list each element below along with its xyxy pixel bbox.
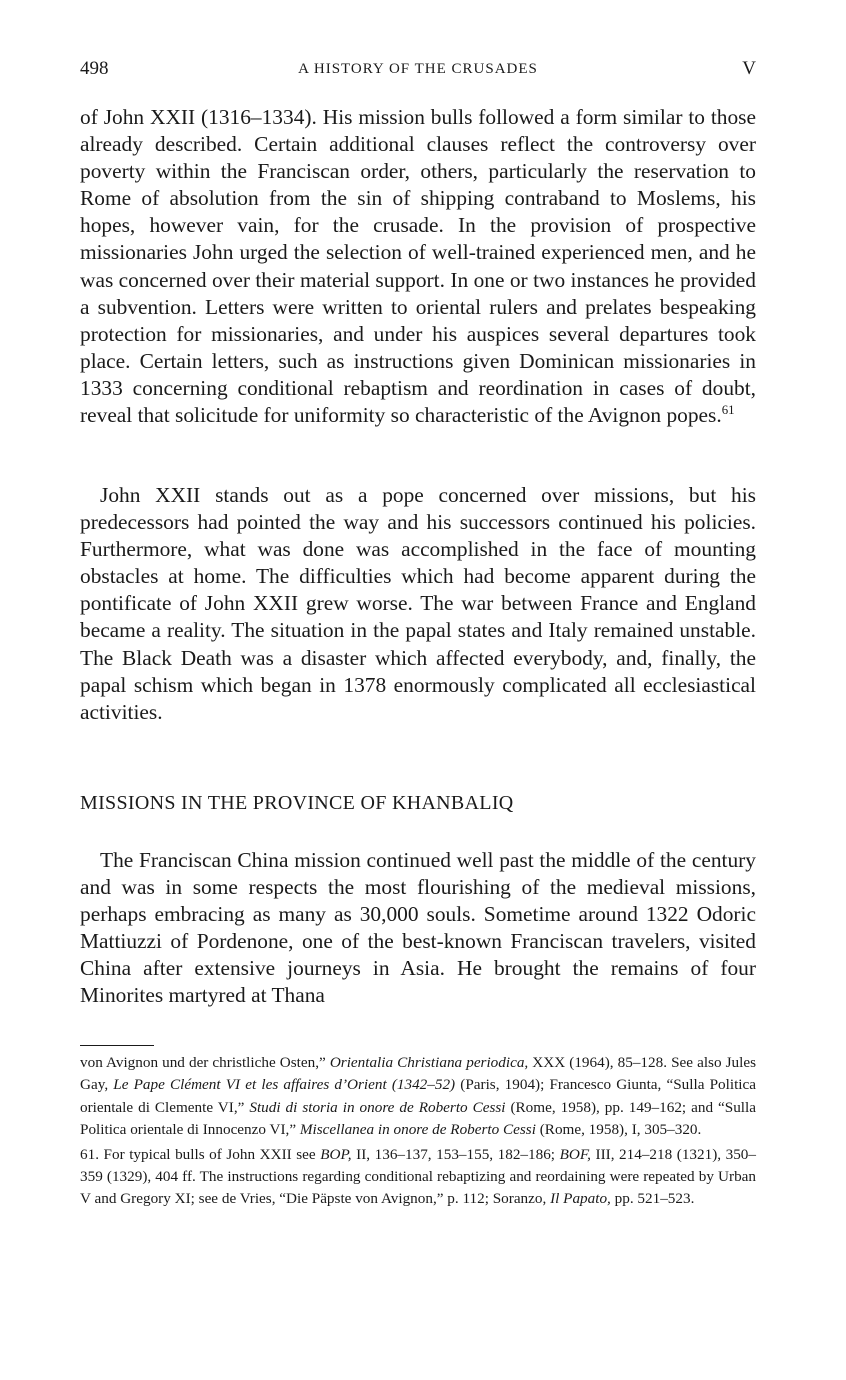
footnote-text: pp. 521–523. (610, 1190, 695, 1208)
footnote-61 (80, 1144, 756, 1211)
footnote-text: XXX (1964), 85–128. See also Jules Gay, (80, 1054, 756, 1094)
footnote-reference-61[interactable]: 61 (721, 402, 735, 417)
footnote-text: (Rome, 1958), pp. 149–162; and “Sulla Politica orientale di Innocenzo VI,” (80, 1098, 756, 1139)
footnote-title: Studi di storia in onore de Roberto Cessi (249, 1098, 506, 1116)
paragraph-3: The Franciscan China mission continued well past the middle of the century and was in some respects the most flourishing of the medieval missions, perhaps embracing as many as 30,000 souls. Sometime around 1322 Odoric Mattiuzzi of Pordenone, one of the best-known Franciscan travelers, visited China after extensive journeys in Asia. He brought the remains of four Minorites martyred at Thana (80, 848, 756, 1008)
footnote-title: Il Papato, (550, 1190, 611, 1208)
footnote-title: BOP, (320, 1145, 352, 1163)
running-head (80, 58, 756, 84)
page-number: 498 (80, 58, 109, 79)
footnote-title: Miscellanea in onore de Roberto Cessi (299, 1121, 536, 1139)
book-page (80, 0, 756, 1380)
footnote-text: III, 214–218 (1321), 350–359 (1329), 404 ff. The instructions regarding conditional rebaptizing and reordaining were repeated by Urban V and Gregory XI; see de Vries, “Die Päpste von Avignon,” p. 112; Soranzo, (80, 1145, 756, 1208)
footnote-text: von Avignon und der christliche Osten,” (80, 1054, 330, 1071)
footnote-60-continued (80, 1052, 756, 1142)
running-title: A HISTORY OF THE CRUSADES (298, 61, 538, 77)
section-heading: MISSIONS IN THE PROVINCE OF KHANBALIQ (80, 792, 514, 814)
paragraph-1 (80, 104, 756, 429)
part-number: V (742, 58, 756, 79)
footnote-title: Orientalia Christiana periodica, (329, 1054, 529, 1071)
footnote-text: II, 136–137, 153–155, 182–186; (351, 1145, 560, 1163)
footnotes (80, 1052, 756, 1211)
paragraph-2: John XXII stands out as a pope concerned over missions, but his predecessors had pointed the way and his successors continued his policies. Furthermore, what was done was accomplished in the face of mounting obstacles at home. The difficulties which had become apparent during the pontificate of John XXII grew worse. The war between France and England became a reality. The situation in the papal states and Italy remained unstable. The Black Death was a disaster which affected everybody, and, finally, the papal schism which began in 1378 enormously complicated all ecclesiastical activities. (80, 483, 756, 724)
paragraph-1-text: of John XXII (1316–1334). His mission bulls followed a form similar to those already described. Certain additional clauses reflect the controversy over poverty within the Franciscan order, others, particularly the reservation to Rome of absolution from the sin of shipping contraband to Moslems, his hopes, however vain, for the crusade. In the provision of prospective missionaries John urged the selection of well-trained experienced men, and he was concerned over their material support. In one or two instances he provided a subvention. Letters were written to oriental rulers and prelates bespeaking protection for missionaries, and under his auspices several departures took place. Certain letters, such as instructions given Dominican missionaries in 1333 concerning conditional rebaptism and reordination in cases of doubt, reveal that solicitude for uniformity so characteristic of the Avignon popes. (80, 105, 756, 428)
footnote-title: BOF, (559, 1145, 591, 1163)
footnote-text: (Rome, 1958), I, 305–320. (535, 1121, 702, 1139)
footnote-text: (Paris, 1904); Francesco Giunta, “Sulla Politica orientale di Clemente VI,” (80, 1076, 756, 1116)
footnote-divider (80, 1045, 154, 1046)
footnote-text: 61. For typical bulls of John XXII see (80, 1145, 321, 1163)
footnote-title: Le Pape Clément VI et les affaires d’Orient (1342–52) (113, 1076, 456, 1094)
